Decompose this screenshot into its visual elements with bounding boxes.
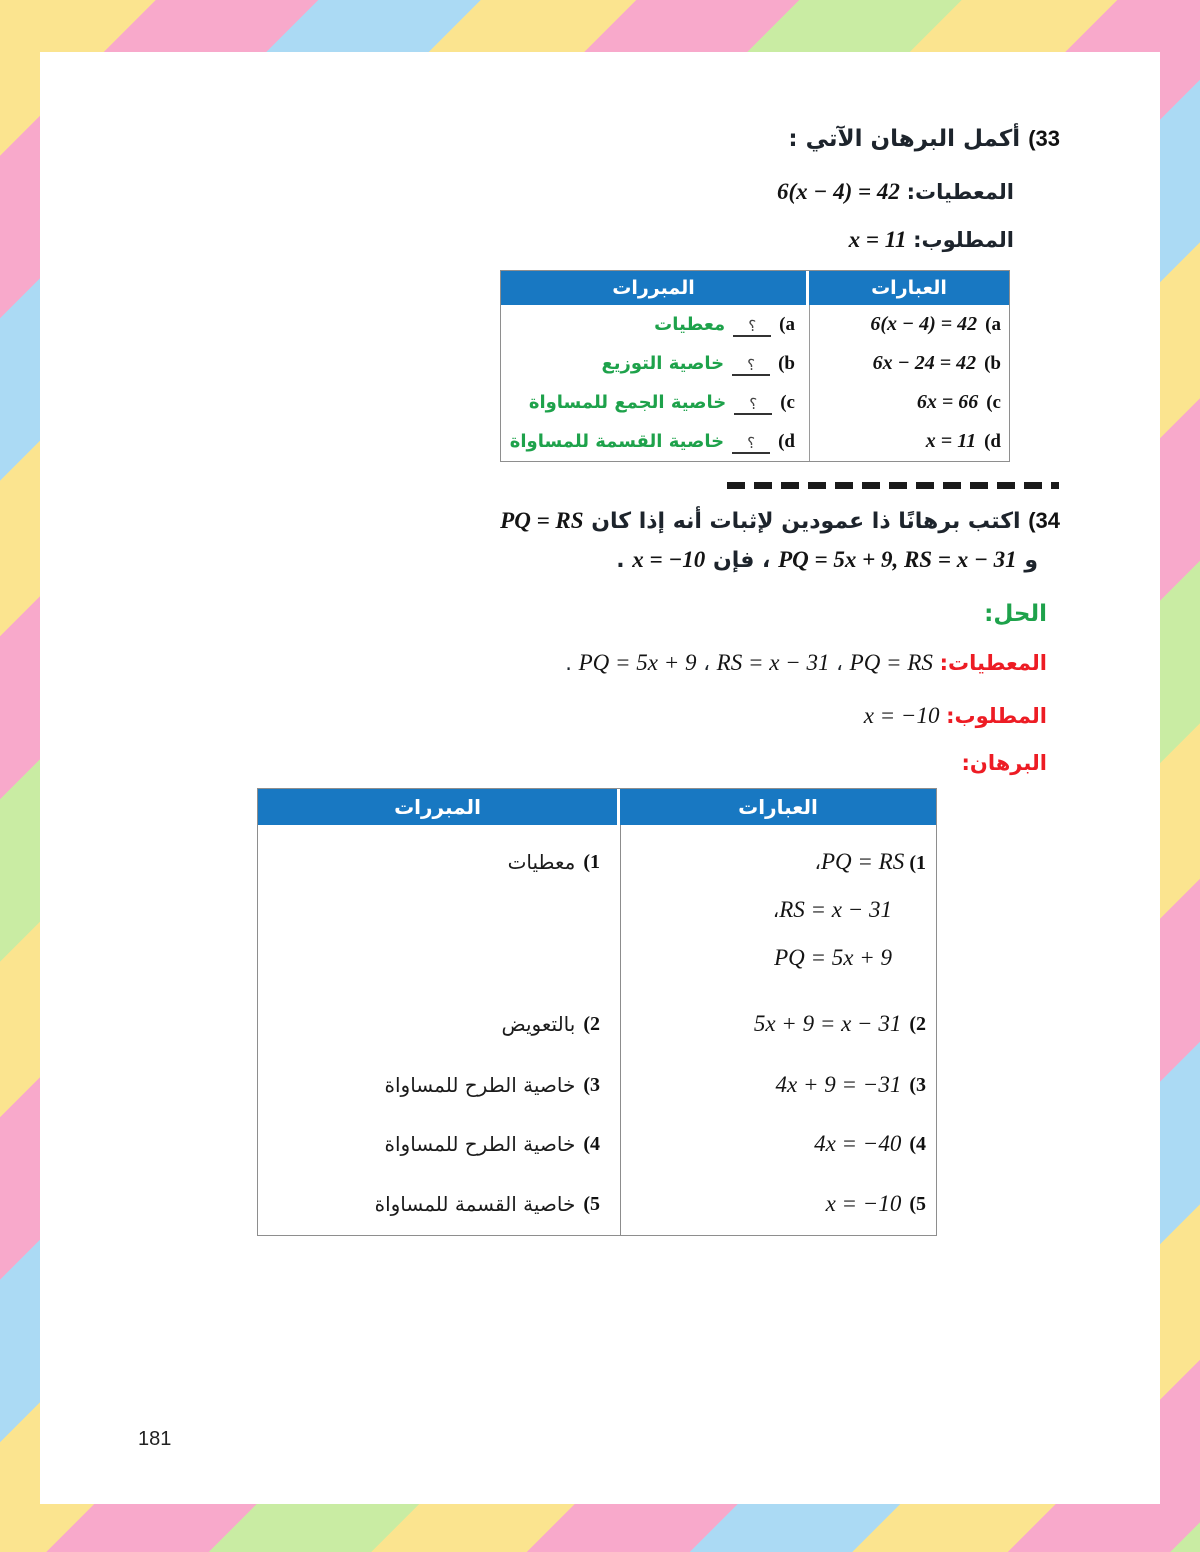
answer-blank: ؟	[732, 352, 770, 376]
solution-given-line	[565, 650, 1047, 676]
table-34-row-1	[258, 825, 936, 993]
statement-cell	[809, 422, 1009, 461]
statement-line	[773, 935, 926, 983]
given-eq-3: PQ = 5x + 9	[578, 650, 697, 675]
statement-equation: 6x = 66	[916, 391, 979, 413]
and-word: و	[1024, 548, 1038, 573]
reason-label: (3	[583, 1073, 600, 1096]
reason-cell	[258, 1055, 620, 1115]
statement-label: (d	[984, 430, 1001, 452]
reason-label: (5	[583, 1192, 600, 1215]
reason-label: (c	[780, 391, 795, 413]
statement-label: (4	[909, 1132, 926, 1155]
reason-text: معطيات	[507, 850, 576, 874]
statement-label: (3	[909, 1073, 926, 1096]
reason-answer: خاصية القسمة للمساواة	[509, 431, 725, 452]
reason-cell	[258, 993, 620, 1055]
statements-header: العبارات	[620, 789, 936, 825]
given-eq-1: PQ = RS	[849, 650, 933, 675]
statement-label: (a	[985, 313, 1001, 335]
comma: ،	[836, 651, 843, 675]
table-33-row-a	[501, 305, 1009, 344]
reason-cell	[258, 1115, 620, 1173]
statement-equation: x = 11	[925, 430, 977, 452]
given-equation: 6(x − 4) = 42	[777, 179, 900, 204]
proof-label: البرهان:	[961, 751, 1047, 775]
problem-34-equation-1: PQ = RS	[500, 508, 584, 533]
reasons-header: المبررات	[258, 789, 617, 825]
statement-equation: 4x + 9 = −31	[775, 1072, 902, 1097]
problem-33-title	[788, 126, 1060, 152]
statement-cell	[809, 344, 1009, 383]
problem-34-line-2	[616, 547, 1038, 573]
statement-cell	[620, 1055, 936, 1115]
page-number: 181	[138, 1428, 172, 1450]
problem-34-number: (34	[1028, 508, 1060, 533]
reason-cell	[258, 1173, 620, 1235]
reason-cell	[501, 305, 809, 344]
reason-text: خاصية الطرح للمساواة	[384, 1132, 576, 1156]
reason-label: (1	[583, 851, 600, 873]
reason-cell	[501, 383, 809, 422]
reason-text: بالتعويض	[501, 1012, 576, 1036]
table-33-row-d	[501, 422, 1009, 461]
problem-33-given-line	[777, 179, 1014, 205]
given-label: المعطيات:	[906, 180, 1014, 204]
statement-label: (2	[909, 1012, 926, 1035]
table-34-row-2	[258, 993, 936, 1055]
statement-cell	[620, 1173, 936, 1235]
statement-cell	[809, 305, 1009, 344]
comma: ،	[703, 651, 710, 675]
statement-label: (5	[909, 1192, 926, 1215]
statement-cell	[809, 383, 1009, 422]
table-34-body	[258, 825, 936, 1235]
statement-equation: 4x = −40	[814, 1131, 902, 1156]
problem-34-equation-3: x = −10	[632, 547, 706, 572]
period: .	[616, 548, 625, 573]
required-equation: x = 11	[848, 227, 907, 252]
given-label: المعطيات:	[939, 651, 1047, 675]
proof-table-problem-33	[500, 270, 1010, 462]
answer-blank: ؟	[733, 313, 771, 337]
problem-33-number: (33	[1028, 126, 1060, 151]
given-eq-2: RS = x − 31	[716, 650, 830, 675]
statements-header: العبارات	[809, 271, 1009, 305]
table-34-row-5	[258, 1173, 936, 1235]
statement-equation: x = −10	[825, 1191, 902, 1216]
statement-line	[773, 839, 926, 887]
reason-label: (a	[779, 313, 795, 335]
statement-lines	[773, 839, 926, 983]
problem-34-text: اكتب برهانًا ذا عمودين لإثبات أنه إذا كان	[591, 509, 1021, 534]
answer-blank: ؟	[734, 391, 772, 415]
reason-label: (2	[583, 1012, 600, 1035]
statement-equation: 6x − 24 = 42	[872, 352, 977, 374]
comma: ،	[814, 850, 821, 874]
statement-equation: 6(x − 4) = 42	[870, 313, 978, 335]
required-equation: x = −10	[863, 703, 940, 728]
reason-cell	[258, 825, 620, 993]
then-word: ، فإن	[712, 548, 771, 573]
page-sheet	[40, 52, 1160, 1504]
problem-33-title-text: أكمل البرهان الآتي :	[788, 126, 1021, 152]
problem-33-required-line	[849, 227, 1014, 253]
statement-label: (c	[986, 391, 1001, 413]
statement-equation: PQ = 5x + 9	[774, 945, 892, 970]
reason-label: (b	[778, 352, 795, 374]
solution-required-line	[864, 703, 1047, 729]
statement-cell	[620, 1115, 936, 1173]
reasons-header: المبررات	[501, 271, 806, 305]
reason-cell	[501, 422, 809, 461]
reason-text: خاصية القسمة للمساواة	[374, 1192, 576, 1216]
statement-equation: 5x + 9 = x − 31	[753, 1011, 902, 1036]
statement-line	[773, 887, 926, 935]
reason-answer: خاصية التوزيع	[601, 353, 725, 374]
solution-label: الحل:	[984, 601, 1047, 627]
statement-equation: PQ = RS	[821, 849, 905, 874]
problem-34-equation-2: PQ = 5x + 9, RS = x − 31	[778, 547, 1017, 572]
statement-equation: RS = x − 31	[779, 897, 892, 922]
required-label: المطلوب:	[946, 704, 1047, 728]
table-34-row-4	[258, 1115, 936, 1173]
reason-label: (d	[778, 430, 795, 452]
statement-cell	[620, 993, 936, 1055]
answer-blank: ؟	[732, 430, 770, 454]
dashed-separator	[727, 482, 1059, 489]
table-33-row-c	[501, 383, 1009, 422]
reason-answer: خاصية الجمع للمساواة	[528, 392, 727, 413]
statement-label: (1	[909, 852, 926, 874]
required-label: المطلوب:	[913, 228, 1014, 252]
statement-cell	[620, 825, 936, 993]
table-34-header	[258, 789, 936, 825]
reason-text: خاصية الطرح للمساواة	[384, 1073, 576, 1097]
table-33-row-b	[501, 344, 1009, 383]
table-34-row-3	[258, 1055, 936, 1115]
reason-label: (4	[583, 1132, 600, 1155]
comma: ،	[772, 898, 780, 922]
reason-answer: معطيات	[654, 314, 726, 335]
table-33-header	[501, 271, 1009, 305]
reason-cell	[501, 344, 809, 383]
statement-label: (b	[984, 352, 1001, 374]
problem-34-line-1	[500, 508, 1060, 534]
proof-table-problem-34	[257, 788, 937, 1236]
period: .	[565, 651, 572, 675]
